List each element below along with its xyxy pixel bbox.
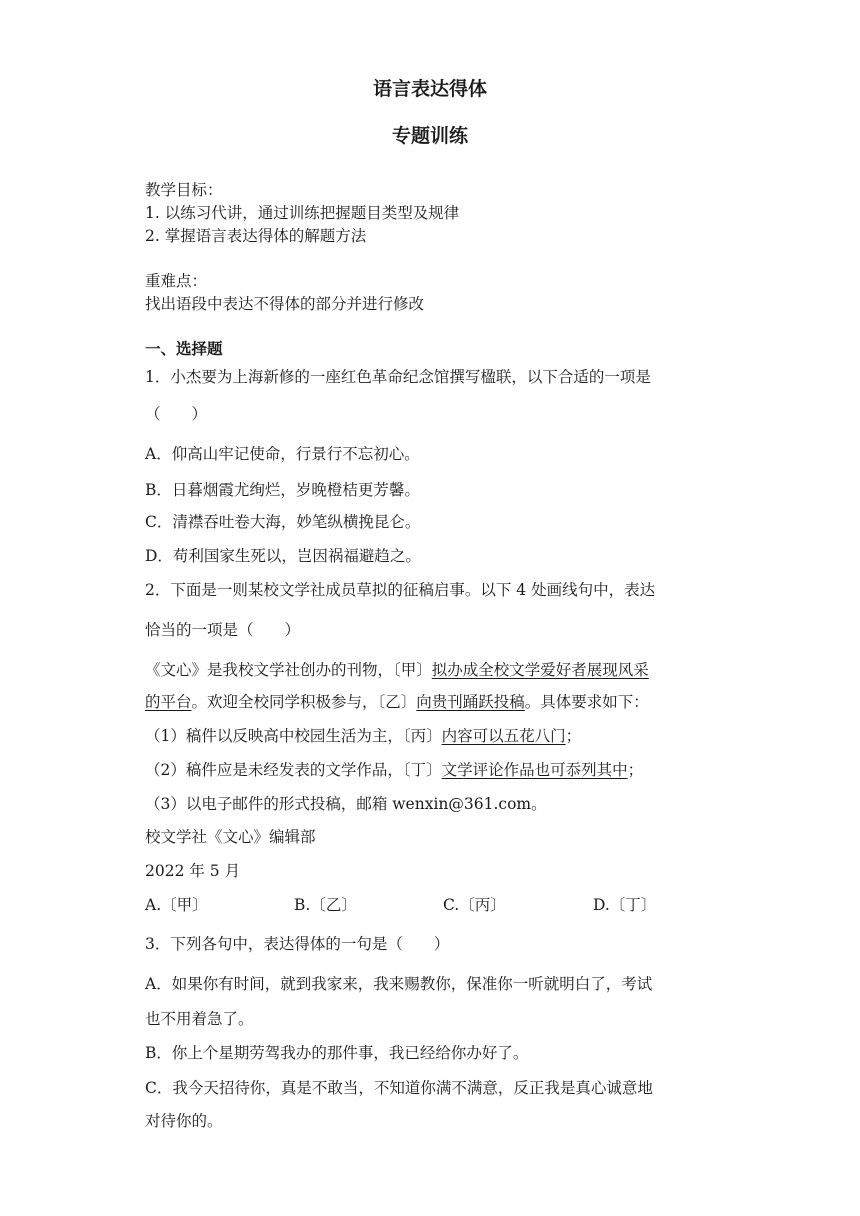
notice-requirement-2 [145,760,643,780]
notice-text: 。欢迎全校同学积极参与，〔乙〕 [191,693,417,711]
notice-text: 。具体要求如下： [524,693,649,711]
question-3-option-a-cont: 也不用着急了。 [145,1010,254,1028]
question-3-option-c: C．我今天招待你，真是不敢当，不知道你满不满意，反正我是真心诚意地 [145,1079,653,1097]
notice-text: （1）稿件以反映高中校园生活为主，〔丙〕 [145,727,442,745]
notice-requirement-1 [145,726,581,746]
underlined-sentence-yi: 向贵刊踊跃投稿 [416,693,525,711]
underlined-sentence-bing: 内容可以五花八门 [441,727,566,745]
section-heading-choice: 一、选择题 [145,340,223,358]
document-title: 语言表达得体 [372,78,487,100]
notice-text: ； [565,727,582,745]
objective-item-2: 2. 掌握语言表达得体的解题方法 [145,227,367,245]
underlined-sentence-jia-cont: 的平台 [145,693,192,711]
question-2-option-b: B.〔乙〕 [294,896,357,914]
question-1-option-a: A．仰高山牢记使命，行景行不忘初心。 [145,445,420,463]
notice-text: 《文心》是我校文学社创办的刊物，〔甲〕 [145,661,432,679]
question-2-option-c: C.〔丙〕 [443,896,506,914]
notice-text: ； [627,761,644,779]
question-1-option-c: C．清襟吞吐卷大海，妙笔纵横挽昆仑。 [145,513,421,531]
question-3-option-b: B．你上个星期劳驾我办的那件事，我已经给你办好了。 [145,1044,529,1062]
question-1-stem: 1．小杰要为上海新修的一座红色革命纪念馆撰写楹联，以下合适的一项是 [145,368,651,386]
underlined-sentence-ding: 文学评论作品也可忝列其中 [441,761,628,779]
question-1-option-d: D．苟利国家生死以，岂因祸福避趋之。 [145,547,421,565]
key-points-heading: 重难点： [145,272,208,290]
question-2-option-d: D.〔丁〕 [593,896,657,914]
key-points-text: 找出语段中表达不得体的部分并进行修改 [145,295,425,313]
notice-paragraph-line-1 [145,660,649,680]
question-2-option-a: A.〔甲〕 [145,896,208,914]
question-3-option-c-cont: 对待你的。 [145,1112,223,1130]
document-subtitle: 专题训练 [391,125,468,147]
notice-text: （2）稿件应是未经发表的文学作品，〔丁〕 [145,761,442,779]
underlined-sentence-jia: 拟办成全校文学爱好者展现风采 [431,661,649,679]
notice-date: 2022 年 5 月 [145,862,241,880]
question-3-option-a: A．如果你有时间，就到我家来，我来赐教你，保准你一听就明白了，考试 [145,975,653,993]
notice-signature: 校文学社《文心》编辑部 [145,828,316,846]
question-1-blank: （ ） [145,405,208,423]
notice-paragraph-line-2 [145,692,649,712]
objective-item-1: 1. 以练习代讲，通过训练把握题目类型及规律 [145,204,460,222]
question-3-stem: 3．下列各句中，表达得体的一句是（ ） [145,935,450,953]
question-2-stem: 2．下面是一则某校文学社成员草拟的征稿启事。以下 4 处画线句中，表达 [145,581,656,599]
question-2-stem-cont: 恰当的一项是（ ） [145,621,301,639]
question-1-option-b: B．日暮烟霞尤绚烂，岁晚橙桔更芳馨。 [145,481,420,499]
notice-requirement-3: （3）以电子邮件的形式投稿，邮箱 wenxin@361.com。 [145,795,547,813]
objectives-heading: 教学目标： [145,181,223,199]
